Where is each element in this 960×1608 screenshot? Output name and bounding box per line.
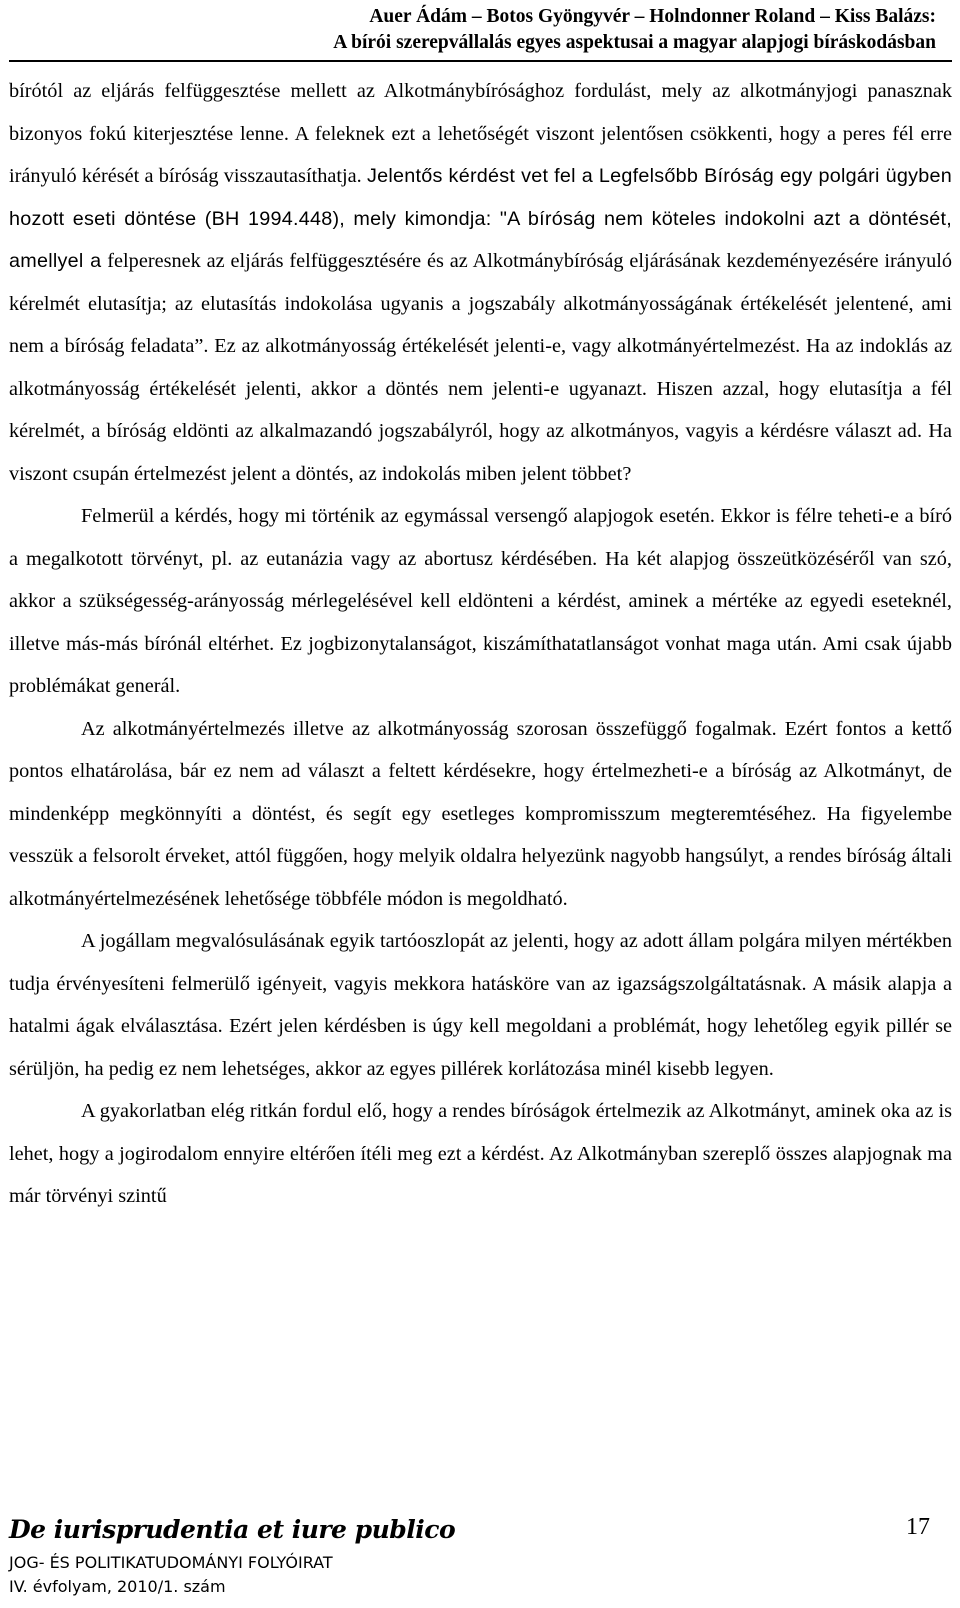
- paragraph-1-rest: felperesnek az eljárás felfüggesztésére és az Alkotmánybíróság eljárásának kezdeményezésére irányuló kérelmét elutasítja; az elutasítás indokolása ugyanis a jogszabály alkotmányosságának értékelését jelentené, ami nem a bíróság feladata”. Ez az alkotmányosság értékelését jelenti-e, vagy alkotmányértelmezést. Ha az indoklás az alkotmányosság értékelését jelenti, akkor a döntés nem jelenti-e ugyanazt. Hiszen azzal, hogy elutasítja a fél kérelmét, a bíróság eldönti az alkalmazandó jogszabályról, hogy az alkotmányos, vagyis a kérdésre választ ad. Ha viszont csupán értelmezést jelent a döntés, az indokolás miben jelent többet?: [9, 250, 953, 485]
- paragraph-1-citation: Jelentős kérdést vet fel a Legfelsőbb Bíróság egy polgári ügyben hozott eseti döntése (BH 1994.448), mely kimondja: "A bíróság nem köteles indokolni azt a döntését, amellyel a: [9, 165, 952, 272]
- journal-subtitle: JOG- ÉS POLITIKATUDOMÁNYI FOLYÓIRAT: [9, 1553, 333, 1572]
- running-header: [333, 4, 936, 56]
- journal-issue: IV. évfolyam, 2010/1. szám: [9, 1577, 226, 1596]
- page-number: 17: [906, 1514, 930, 1540]
- paragraph-1-text: bírótól az eljárás felfüggesztése mellett az Alkotmánybírósághoz fordulást, mely az alkotmányjogi panasznak bizonyos fokú kiterjesztése lenne. A feleknek ezt a lehetőségét viszont jelentősen csökkenti, hogy a peres fél erre irányuló kérését a bíróság visszautasíthatja.: [9, 80, 952, 187]
- paragraph-1: [9, 70, 952, 495]
- paragraph-3: Az alkotmányértelmezés illetve az alkotmányosság szorosan összefüggő fogalmak. Ezért fontos a kettő pontos elhatárolása, bár ez nem ad választ a feltett kérdésekre, hogy értelmezheti-e a bíróság az Alkotmányt, de mindenképp megkönnyíti a döntést, és segít egy esetleges kompromisszum megteremtéséhez. Ha figyelembe vesszük a felsorolt érveket, attól függően, hogy melyik oldalra helyezünk nagyobb hangsúlyt, a rendes bíróság általi alkotmányértelmezésének lehetősége többféle módon is megoldható.: [9, 717, 952, 910]
- paragraph-2: Felmerül a kérdés, hogy mi történik az egymással versengő alapjogok esetén. Ekkor is félre teheti-e a bíró a megalkotott törvényt, pl. az eutanázia vagy az abortusz kérdésében. Ha két alapjog összeütközéséről van szó, akkor a szükségesség-arányosság mérlegelésével kell eldönteni a kérdést, aminek a mértéke az egyedi eseteknél, illetve más-más bírónál eltérhet. Ez jogbizonytalanságot, kiszámíthatatlanságot vonhat maga után. Ami csak újabb problémákat generál.: [9, 505, 952, 697]
- paragraph-5: A gyakorlatban elég ritkán fordul elő, hogy a rendes bíróságok értelmezik az Alkotmányt, aminek oka az is lehet, hogy a jogirodalom ennyire eltérően ítéli meg ezt a kérdést. Az Alkotmányban szereplő összes alapjognak ma már törvényi szintű: [9, 1100, 952, 1207]
- header-title: A bírói szerepvállalás egyes aspektusai a magyar alapjogi bíráskodásban: [333, 32, 936, 53]
- header-authors: Auer Ádám – Botos Gyöngyvér – Holndonner Roland – Kiss Balázs:: [369, 6, 936, 27]
- article-body: [9, 70, 952, 1218]
- header-divider: [9, 60, 952, 62]
- paragraph-4: A jogállam megvalósulásának egyik tartóoszlopát az jelenti, hogy az adott állam polgára milyen mértékben tudja érvényesíteni felmerülő igényeit, vagyis mekkora hatásköre van az igazságszolgáltatásnak. A másik alapja a hatalmi ágak elválasztása. Ezért jelen kérdésben is úgy kell megoldani a problémát, hogy lehetőleg egyik pillér se sérüljön, ha pedig ez nem lehetséges, akkor az egyes pillérek korlátozása minél kisebb legyen.: [9, 930, 952, 1080]
- journal-title: De iurisprudentia et iure publico: [9, 1515, 456, 1544]
